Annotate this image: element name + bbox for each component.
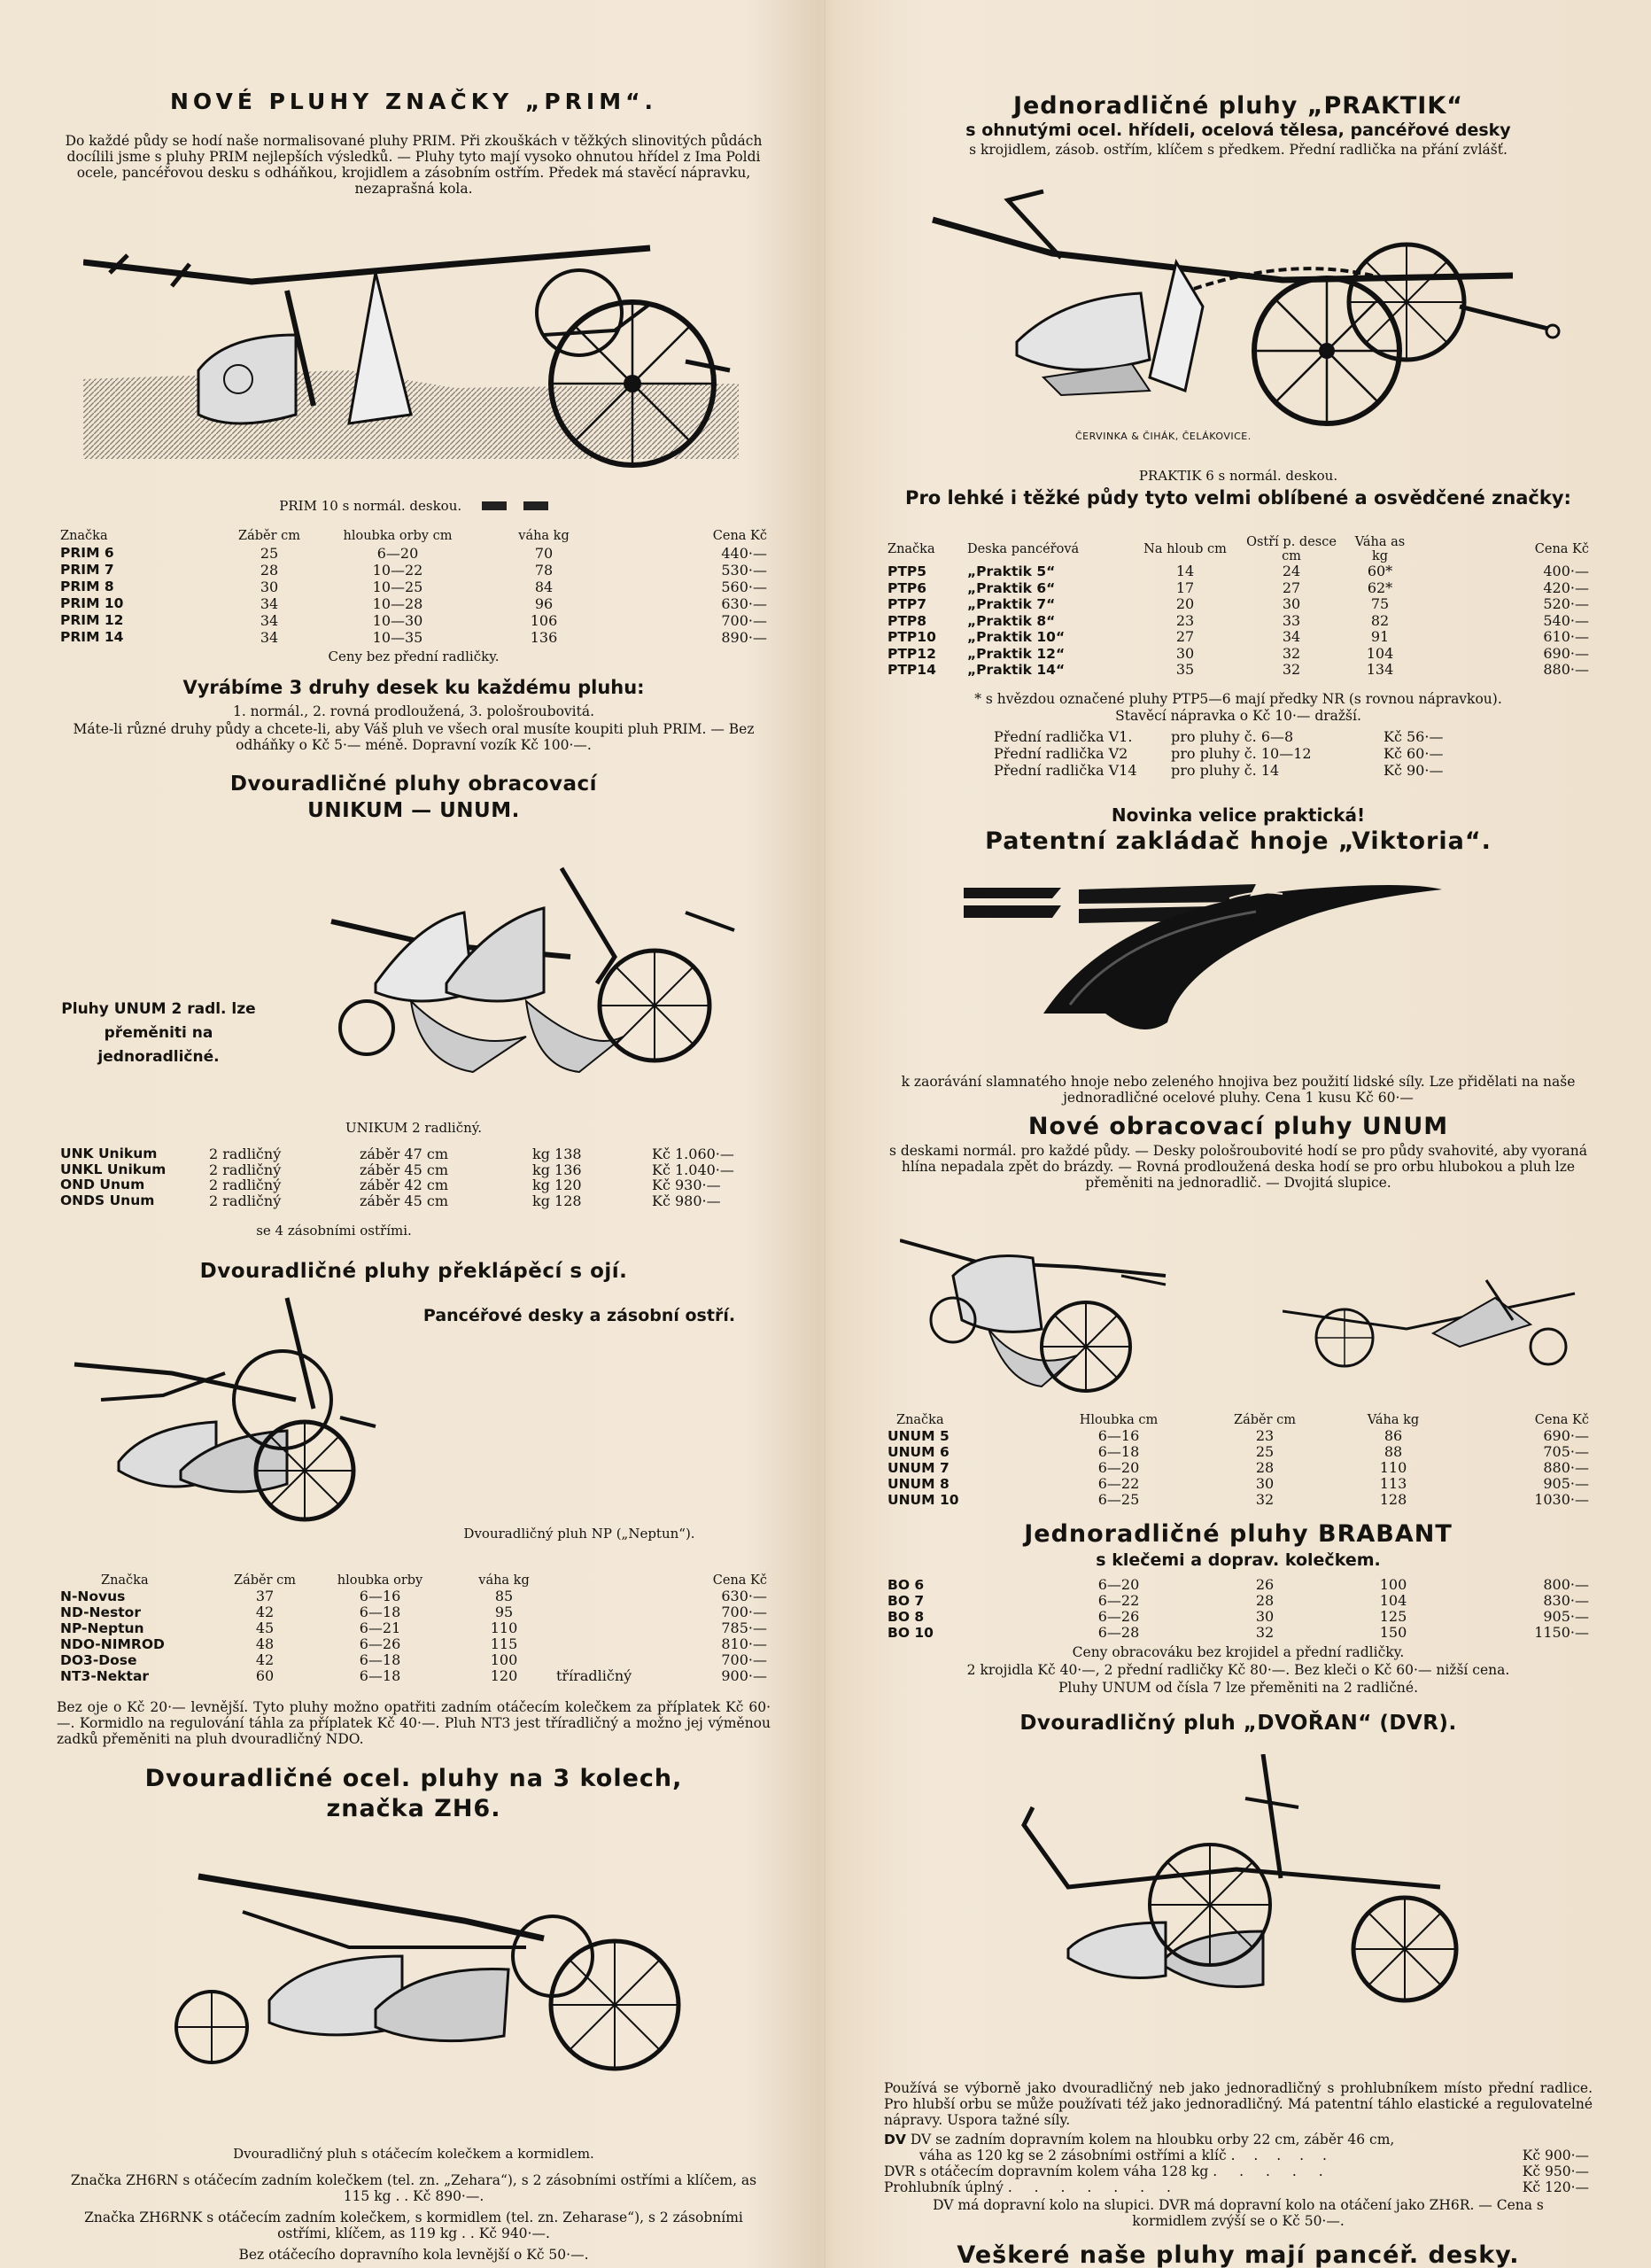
prim-desky-title: Vyrábíme 3 druhy desek ku každému pluhu: — [182, 677, 645, 698]
page-fold — [824, 0, 826, 2268]
dvoran-dv-line1: DV DV se zadním dopravním kolem na hloubku orby 22 cm, záběr 46 cm, — [884, 2132, 1395, 2148]
table-row: PRIM 12 34 10—30 106 700·— — [60, 612, 767, 629]
table-row: PTP5 „Praktik 5“ 14 24 60* 400·— — [888, 563, 1589, 579]
dvoran-note: DV má dopravní kolo na slupici. DVR má dopravní kolo na otáčení jako ZH6R. — Cena s kormidlem zvýší se o Kč 50·—. — [933, 2197, 1544, 2229]
table-row: Přední radlička V14 pro pluhy č. 14 Kč 90·— — [994, 762, 1444, 779]
table-row: UNK Unikum 2 radličný záběr 47 cm kg 138 Kč 1.060·— — [60, 1146, 734, 1162]
table-row: NDO-NIMROD 48 6—26 115 810·— — [60, 1635, 767, 1652]
radlicka-table — [990, 728, 1486, 779]
left-column — [57, 0, 771, 2268]
right-column — [884, 0, 1593, 2268]
bottom-slogan: Veškeré naše pluhy mají pancéř. desky. — [957, 2241, 1520, 2268]
praktik-maker: ČERVINKA & ČIHÁK, ČELÁKOVICE. — [1075, 431, 1252, 442]
table-row: PRIM 6 25 6—20 70 440·— — [60, 545, 767, 562]
unum-plough-image-1 — [900, 1223, 1183, 1400]
prim-title: NOVÉ PLUHY ZNAČKY „PRIM“. — [169, 89, 658, 114]
table-row: BO 7 6—22 28 104 830·— — [888, 1592, 1589, 1609]
table-row: BO 10 6—28 32 150 1150·— — [888, 1624, 1589, 1641]
zh6-note: Bez otáčecího dopravního kola levnější o Kč 50·—. — [238, 2247, 589, 2263]
table-row: UNUM 10 6—25 32 128 1030·— — [888, 1491, 1589, 1508]
table-row: ONDS Unum 2 radličný záběr 45 cm kg 128 Kč 980·— — [60, 1192, 721, 1209]
zh6-rn: Značka ZH6RN s otáčecím zadním kolečkem (tel. zn. „Zehara“), s 2 zásobními ostřími a klíčem, as 115 kg . . Kč 890·—. — [70, 2172, 757, 2204]
brabant-note-1: Ceny obracováku bez krojidel a přední radličky. — [1072, 1644, 1405, 1660]
prim-desky-text: Máte-li různé druhy půdy a chcete-li, aby Váš pluh ve všech oral musíte koupiti pluh PRIM. — Bez odháňky o Kč 5·— méně. Dopravní vozík Kč 100·—. — [73, 721, 755, 753]
table-row: ND-Nestor 42 6—18 95 700·— — [60, 1604, 767, 1620]
table-row: PTP12 „Praktik 12“ 30 32 104 690·— — [888, 644, 1589, 662]
table-row: UNUM 5 6—16 23 86 690·— — [888, 1427, 1589, 1444]
unikum-caption: UNIKUM 2 radličný. — [345, 1120, 483, 1136]
table-row: PTP7 „Praktik 7“ 20 30 75 520·— — [888, 595, 1589, 612]
praktik-star-note: * s hvězdou označené pluhy PTP5—6 mají předky NR (s rovnou nápravkou). — [974, 691, 1502, 707]
dvoran-text: Používá se výborně jako dvouradličný neb jako jednoradličný s prohlubníkem místo přední radlice. Pro hlubší orbu se může používati též jako jednoradličný. Má patentní táhlo elastické a regulovatelné nápravy. Uspora tažné síly. — [884, 2080, 1593, 2128]
praktik-table: Značka Deska pancéřová Na hloub cm Ostří p. desce cm Váha as kg Cena Kč PTP5 „Praktik 5“ 14 24 60* 400·— PTP6 „Praktik 6“ 17 27 62* 420·— PTP7 „Praktik 7“ 20 30 75 520·— PTP8 „Praktik 8“ 23 33 82 540·— PTP10 „Praktik 10“ 27 34 91 610·— PTP12 „Praktik 12“ 30 32 104 690·— PTP14 „Praktik 14“ 35 32 134 880·— — [884, 535, 1593, 679]
praktik-plough-image — [928, 174, 1566, 439]
table-row: PTP6 „Praktik 6“ 17 27 62* 420·— — [888, 579, 1589, 596]
table-row: OND Unum 2 radličný záběr 42 cm kg 120 Kč 930·— — [60, 1177, 721, 1193]
praktik-caption: PRAKTIK 6 s normál. deskou. — [1138, 468, 1338, 484]
viktoria-text: k zaorávání slamnatého hnoje nebo zeleného hnojiva bez použití lidské síly. Lze přidělati na naše jednoradličné ocelové pluhy. Cena 1 kusu Kč 60·— — [901, 1074, 1576, 1106]
dvoran-title: Dvouradličný pluh „DVOŘAN“ (DVR). — [1019, 1712, 1457, 1735]
unikum-title: Dvouradličné pluhy obracovací — [229, 773, 598, 796]
zh6-rnk: Značka ZH6RNK s otáčecím zadním kolečkem, s kormidlem (tel. zn. Zeharase“), s 2 zásobními ostřími, klíčem, as 119 kg . . Kč 940·—. — [84, 2210, 743, 2241]
praktik-title: Jednoradličné pluhy „PRAKTIK“ — [1012, 92, 1464, 120]
unikum-table — [57, 1146, 771, 1208]
prim-note: Ceny bez přední radličky. — [328, 649, 500, 664]
dvoran-prohlubnik-line: Prohlubník úplný . . . . . . . Kč 120·— — [884, 2179, 1589, 2195]
unikum-plough-image — [322, 859, 748, 1081]
table-row: UNUM 6 6—18 25 88 705·— — [888, 1443, 1589, 1460]
unum-text: s deskami normál. pro každé půdy. — Desky pološroubovité hodí se pro půdy svahovité, aby vyoraná hlína nepadala zpět do brázdy. — Rovná prodloužená deska hodí se pro orbu hlubokou a pluh lze přeměniti na jednoradlič. — Dvojitá slupice. — [888, 1143, 1588, 1191]
table-row: DO3-Dose 42 6—18 100 700·— — [60, 1651, 767, 1668]
zh6-title: Dvouradličné ocel. pluhy na 3 kolech, — [144, 1765, 683, 1792]
unikum-note: se 4 zásobními ostřími. — [256, 1223, 412, 1239]
brabant-note-2: 2 krojidla Kč 40·—, 2 přední radličky Kč 80·—. Bez kleči o Kč 60·— nižší cena. — [966, 1662, 1510, 1678]
unum-title: Nové obracovací pluhy UNUM — [1027, 1113, 1449, 1140]
table-row: PTP10 „Praktik 10“ 27 34 91 610·— — [888, 628, 1589, 645]
preklapeci-side-note: Pancéřové desky a zásobní ostří. — [422, 1306, 736, 1325]
dvoran-dvr-line: DVR s otáčecím dopravním kolem váha 128 kg . . . . . Kč 950·— — [884, 2163, 1589, 2179]
prim-desky-list: 1. normál., 2. rovná prodloužená, 3. pološroubovitá. — [232, 703, 595, 719]
table-row: NP-Neptun 45 6—21 110 785·— — [60, 1619, 767, 1636]
unikum-side-note: Pluhy UNUM 2 radl. lze přeměniti na jednoradličné. — [61, 1000, 256, 1066]
table-row: UNKL Unikum 2 radličný záběr 45 cm kg 136 Kč 1.040·— — [60, 1161, 734, 1178]
praktik-subtitle: s ohnutými ocel. hřídeli, ocelová tělesa, pancéřové desky — [965, 120, 1511, 140]
prim-plough-image — [83, 237, 739, 475]
praktik-heading: Pro lehké i těžké půdy tyto velmi oblíbené a osvědčené značky: — [905, 487, 1571, 509]
prim-intro: Do každé půdy se hodí naše normalisované pluhy PRIM. Při zkouškách v těžkých slinovitých půdách docílili jsme s pluhy PRIM nejlepších výsledků. — Pluhy tyto mají vysoko ohnutou hřídel z Ima Poldi ocele, pancéřovou desku s odháňkou, krojidlem a zásobním ostřím. Předek má stavěcí nápravku, nezaprašná kola. — [65, 133, 763, 197]
table-row: PTP14 „Praktik 14“ 35 32 134 880·— — [888, 661, 1589, 678]
zh6-subtitle: značka ZH6. — [326, 1795, 501, 1822]
unum-table: Značka Hloubka cm Záběr cm Váha kg Cena Kč UNUM 5 6—16 23 86 690·— UNUM 6 6—18 25 88 705·— UNUM 7 6—20 28 110 880·— UNUM 8 6—22 30 113 905·— UNUM 10 6—25 32 128 1030·— — [884, 1412, 1593, 1508]
preklapeci-title: Dvouradličné pluhy překlápěcí s ojí. — [199, 1260, 628, 1283]
table-row: Přední radlička V1. pro pluhy č. 6—8 Kč 56·— — [994, 728, 1444, 745]
table-row: N-Novus 37 6—16 85 630·— — [60, 1588, 767, 1604]
table-row: BO 6 6—20 26 100 800·— — [888, 1576, 1589, 1593]
unikum-subtitle: UNIKUM — UNUM. — [307, 799, 520, 822]
neptun-caption: Dvouradličný pluh NP („Neptun“). — [463, 1526, 695, 1542]
neptun-plough-image — [66, 1293, 438, 1524]
table-row: UNUM 8 6—22 30 113 905·— — [888, 1475, 1589, 1492]
brabant-table — [884, 1577, 1593, 1641]
table-row: PRIM 14 34 10—35 136 890·— — [60, 629, 767, 646]
preklapeci-table: Značka Záběr cm hloubka orby váha kg Cena Kč N-Novus 37 6—16 85 630·— ND-Nestor 42 6—18 95 700·— NP-Neptun 45 6—21 110 785·— NDO-NIMROD 48 6—26 115 810·— DO3-Dose 42 6—18 100 700·— NT3-Nektar 60 6—18 120 tříradličný 900·— — [57, 1573, 771, 1684]
table-row: UNUM 7 6—20 28 110 880·— — [888, 1459, 1589, 1476]
brabant-title: Jednoradličné pluhy BRABANT — [1024, 1520, 1453, 1548]
table-row: NT3-Nektar 60 6—18 120 tříradličný 900·— — [60, 1667, 767, 1684]
dvoran-dv-line2: váha as 120 kg se 2 zásobními ostřími a klíč . . . . . Kč 900·— — [919, 2148, 1589, 2163]
preklapeci-note: Bez oje o Kč 20·— levnější. Tyto pluhy možno opatřiti zadním otáčecím kolečkem za příplatek Kč 60·—. Kormidlo na regulování táhla za příplatek Kč 40·—. Pluh NT3 jest tříradličný a možno jej výměnou zadků přeměniti na pluh dvouradličný NDO. — [57, 1699, 771, 1747]
table-row: PTP8 „Praktik 8“ 23 33 82 540·— — [888, 611, 1589, 629]
table-row: BO 8 6—26 30 125 905·— — [888, 1608, 1589, 1625]
table-row: PRIM 7 28 10—22 78 530·— — [60, 562, 767, 579]
table-row: PRIM 10 34 10—28 96 630·— — [60, 595, 767, 612]
praktik-line: s krojidlem, zásob. ostřím, klíčem s předkem. Přední radlička na přání zvlášť. — [969, 142, 1508, 158]
prim-caption: PRIM 10 s normál. deskou. — [57, 498, 771, 514]
viktoria-novinka: Novinka velice praktická! — [1111, 804, 1366, 826]
viktoria-title: Patentní zakládač hnoje „Viktoria“. — [985, 827, 1492, 855]
zh6-plough-image — [172, 1859, 703, 2076]
unum-plough-image-2 — [1283, 1276, 1584, 1373]
brabant-note-3: Pluhy UNUM od čísla 7 lze přeměniti na 2 radličné. — [1058, 1680, 1419, 1696]
prim-table: Značka Záběr cm hloubka orby cm váha kg Cena Kč PRIM 6 25 6—20 70 440·— PRIM 7 28 10—22 78 530·— PRIM 8 30 10—25 84 560·— PRIM 10 34 10—28 96 630·— PRIM 12 34 10—30 106 700·— PRIM 14 34 10—35 136 890·— — [57, 528, 771, 646]
viktoria-image — [964, 872, 1522, 1049]
table-row: PRIM 8 30 10—25 84 560·— — [60, 579, 767, 595]
brabant-subtitle: s klečemi a doprav. kolečkem. — [1096, 1550, 1381, 1570]
table-row: Přední radlička V2 pro pluhy č. 10—12 Kč 60·— — [994, 745, 1444, 762]
praktik-stav-note: Stavěcí nápravka o Kč 10·— dražší. — [1115, 708, 1361, 724]
dvoran-plough-image — [1015, 1754, 1476, 2011]
zh6-caption: Dvouradličný pluh s otáčecím kolečkem a kormidlem. — [233, 2146, 594, 2162]
